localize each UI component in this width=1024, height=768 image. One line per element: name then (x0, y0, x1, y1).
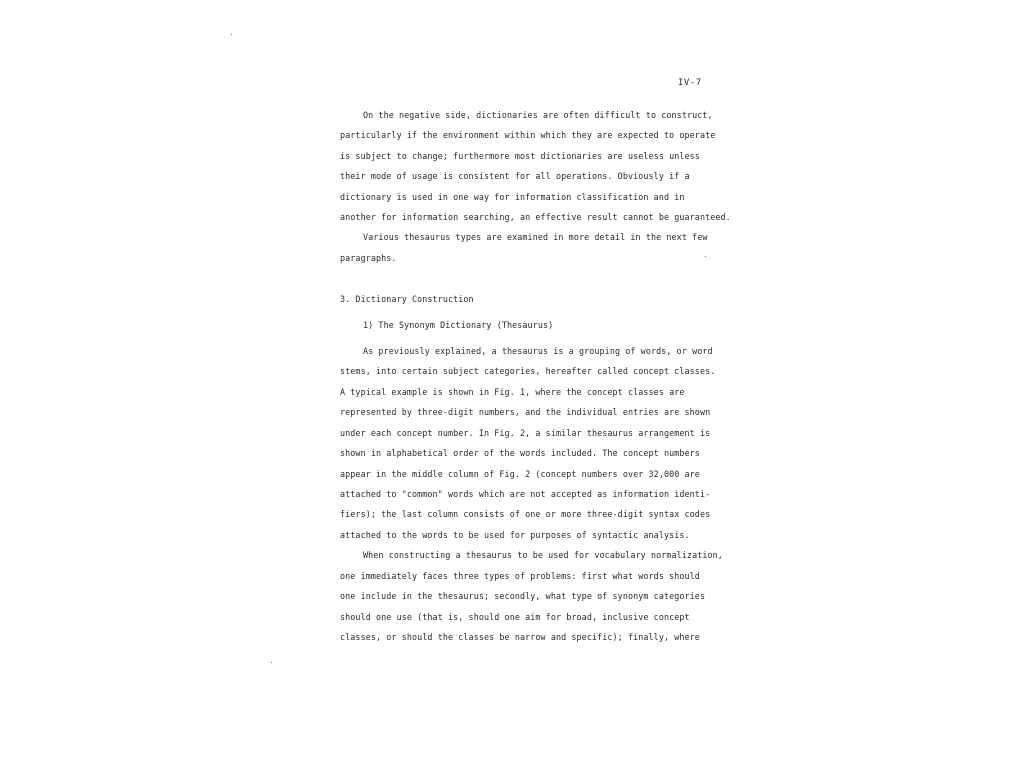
text-line: one immediately faces three types of problems: first what words should (340, 571, 700, 581)
scan-speck (231, 34, 232, 35)
text-line: under each concept number. In Fig. 2, a similar thesaurus arrangement is (340, 428, 711, 438)
text-line: fiers); the last column consists of one or more three-digit syntax codes (340, 509, 711, 519)
text-line: is subject to change; furthermore most dictionaries are useless unless (340, 151, 700, 161)
page-number: IV-7 (678, 78, 702, 88)
text-line: dictionary is used in one way for information classification and in (340, 192, 685, 202)
text-line: When constructing a thesaurus to be used for vocabulary normalization, (363, 550, 723, 560)
text-line: paragraphs. (340, 253, 397, 263)
scan-speck (271, 662, 272, 663)
section-heading: 3. Dictionary Construction (340, 294, 474, 304)
subsection-heading: 1) The Synonym Dictionary (Thesaurus) (363, 320, 554, 330)
text-line: appear in the middle column of Fig. 2 (concept numbers over 32,000 are (340, 469, 700, 479)
text-line: another for information searching, an effective result cannot be guaranteed. (340, 212, 731, 222)
text-line: attached to "common" words which are not accepted as information identi- (340, 489, 711, 499)
text-line: particularly if the environment within which they are expected to operate (340, 130, 716, 140)
text-line: attached to the words to be used for purposes of syntactic analysis. (340, 530, 690, 540)
text-line: represented by three-digit numbers, and the individual entries are shown (340, 407, 711, 417)
text-line: As previously explained, a thesaurus is a grouping of words, or word (363, 346, 713, 356)
scan-speck (705, 256, 706, 257)
text-line: A typical example is shown in Fig. 1, where the concept classes are (340, 387, 685, 397)
text-line: their mode of usage is consistent for all operations. Obviously if a (340, 171, 690, 181)
text-line: classes, or should the classes be narrow and specific); finally, where (340, 632, 700, 642)
text-line: stems, into certain subject categories, hereafter called concept classes. (340, 366, 716, 376)
text-line: Various thesaurus types are examined in more detail in the next few (363, 232, 708, 242)
text-line: one include in the thesaurus; secondly, what type of synonym categories (340, 591, 706, 601)
text-line: shown in alphabetical order of the words included. The concept numbers (340, 448, 700, 458)
text-line: On the negative side, dictionaries are often difficult to construct, (363, 110, 713, 120)
text-line: should one use (that is, should one aim for broad, inclusive concept (340, 612, 690, 622)
